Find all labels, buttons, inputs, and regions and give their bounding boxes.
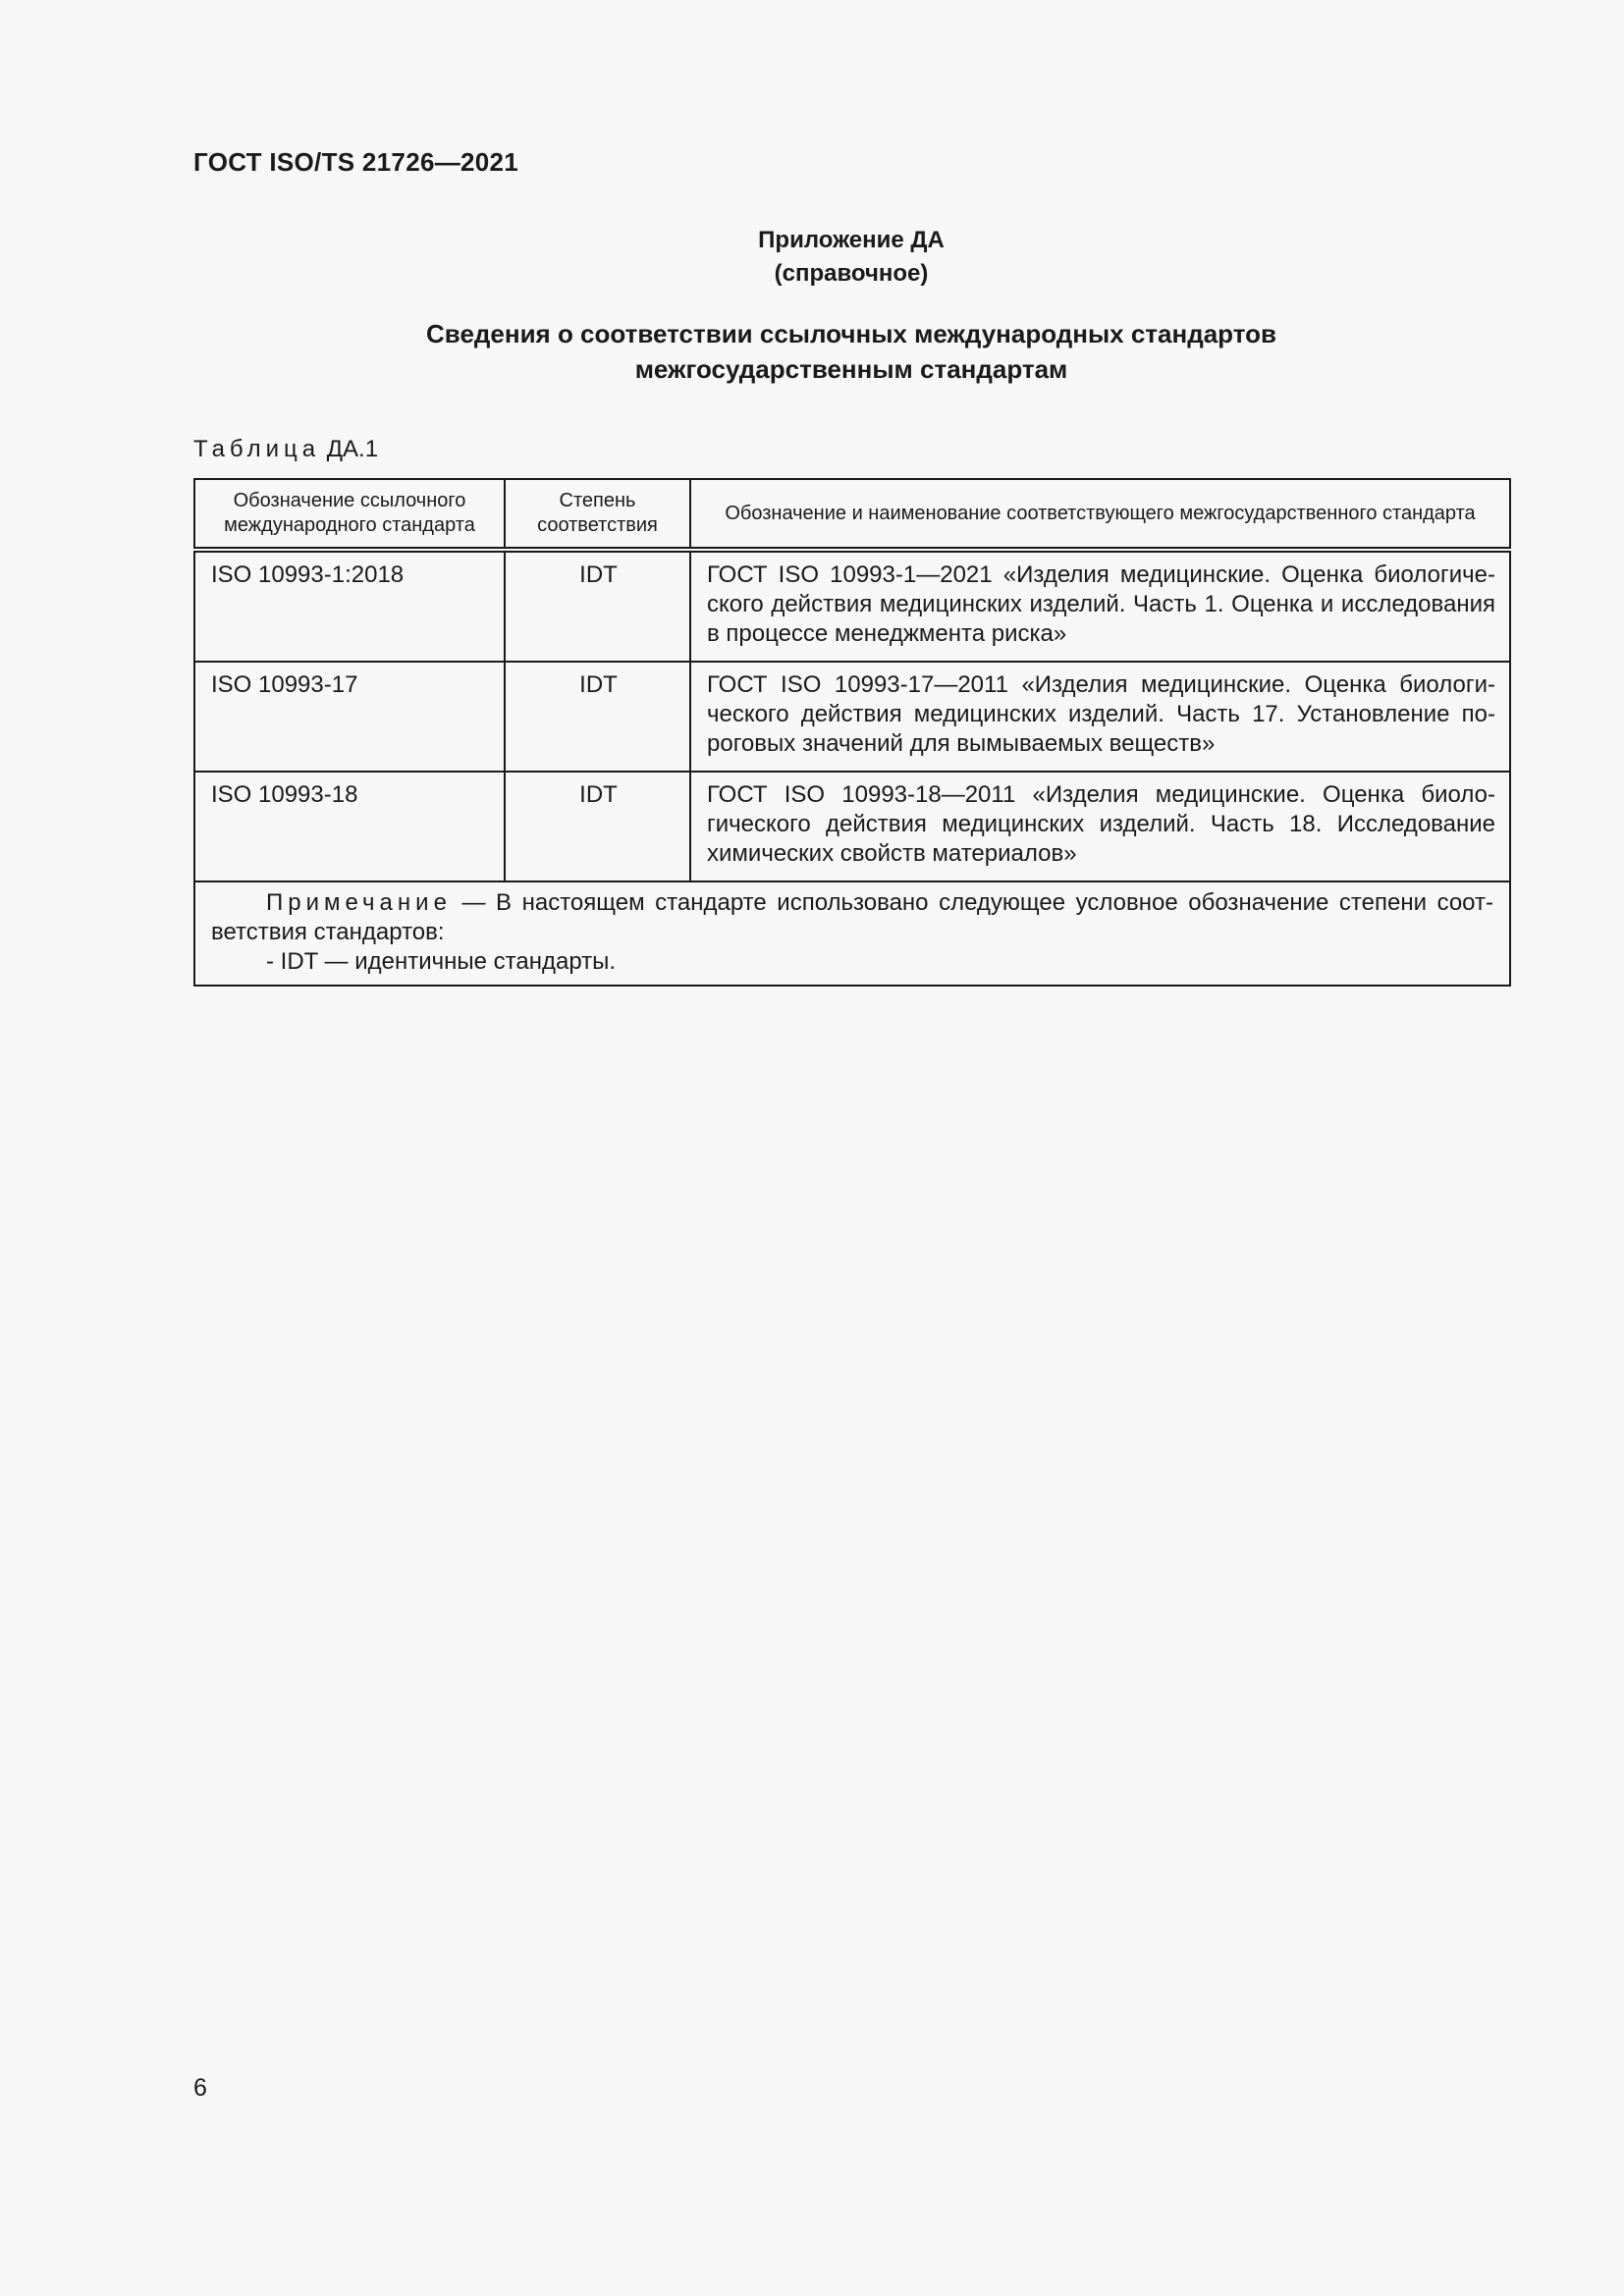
- header-international-standard: Обозначение ссылочного международного стандарта: [194, 479, 505, 550]
- note-body: — В настоящем стандарте использовано следующее условное обозначение степени соответствия стандартов:: [211, 889, 1493, 945]
- cell-standard: ISO 10993-18: [194, 772, 505, 881]
- annex-title: Приложение ДА: [758, 227, 945, 253]
- table-note: [194, 881, 1510, 986]
- cell-standard-name: ГОСТ ISO 10993-18—2011 «Изделия медицинские. Оценка биологического действия медицинских изделий. Часть 18. Исследование химических свойств материалов»: [690, 772, 1510, 881]
- cell-degree: IDT: [505, 550, 690, 662]
- table-caption: [193, 436, 378, 463]
- table-caption-label: Таблица: [193, 436, 321, 462]
- cell-standard: ISO 10993-17: [194, 662, 505, 772]
- annex-subtitle: (справочное): [774, 260, 929, 287]
- table-note-row: [194, 881, 1510, 986]
- document-designation: ГОСТ ISO/TS 21726—2021: [193, 147, 519, 177]
- cell-standard-name: ГОСТ ISO 10993-1—2021 «Изделия медицинские. Оценка биологического действия медицинских изделий. Часть 1. Оценка и исследования в процессе менеджмента риска»: [690, 550, 1510, 662]
- table-header-row: [194, 479, 1510, 550]
- note-text: [211, 888, 1493, 947]
- table-row: [194, 772, 1510, 881]
- table-row: [194, 662, 1510, 772]
- cell-degree: IDT: [505, 772, 690, 881]
- table-caption-number: ДА.1: [326, 436, 379, 462]
- note-label: Примечание: [266, 889, 452, 916]
- section-title-line-2: межгосударственным стандартам: [634, 354, 1068, 384]
- section-title-line-1: Сведения о соответствии ссылочных международных стандартов: [426, 319, 1276, 348]
- page-number: 6: [193, 2074, 207, 2102]
- cell-degree: IDT: [505, 662, 690, 772]
- section-title: [0, 316, 1624, 387]
- header-degree-of-correspondence: Степень соответствия: [505, 479, 690, 550]
- cell-standard-name: ГОСТ ISO 10993-17—2011 «Изделия медицинские. Оценка биологического действия медицинских изделий. Часть 17. Установление пороговых значений для вымываемых веществ»: [690, 662, 1510, 772]
- correspondence-table: [193, 478, 1511, 987]
- header-interstate-standard: Обозначение и наименование соответствующего межгосударственного стандарта: [690, 479, 1510, 550]
- note-list-item: - IDT — идентичные стандарты.: [266, 948, 617, 975]
- table-row: [194, 550, 1510, 662]
- annex-heading: [0, 224, 1624, 291]
- cell-standard: ISO 10993-1:2018: [194, 550, 505, 662]
